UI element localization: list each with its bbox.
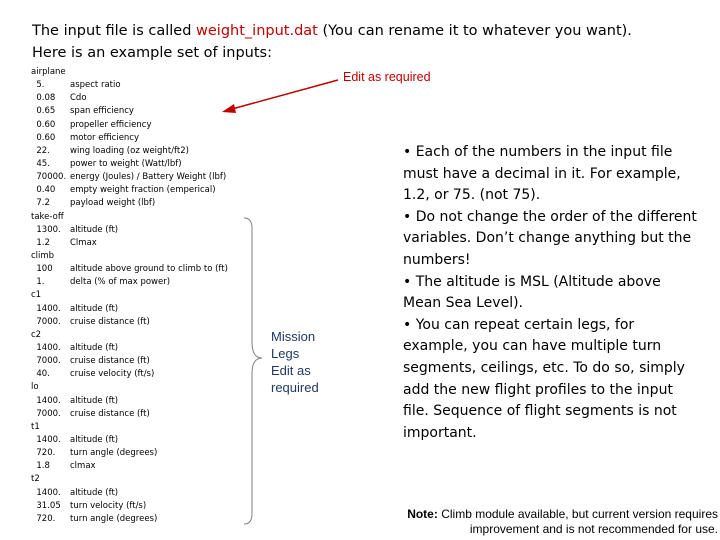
input-value: climb — [31, 250, 55, 261]
input-value: 7.2 — [31, 198, 50, 209]
instruction-item: • You can repeat certain legs, for example, you can have multiple turn segments, ceilings, etc. To do so, simply add the new flight profiles to the input file. Sequence of flight segments is not important. — [403, 316, 685, 441]
input-value: 40. — [31, 369, 50, 380]
arrow-icon — [222, 80, 338, 113]
input-description: cruise velocity (ft/s) — [70, 369, 155, 380]
input-description: delta (% of max power) — [70, 277, 171, 288]
input-description: cruise distance (ft) — [70, 316, 150, 327]
input-description: span efficiency — [70, 106, 134, 117]
input-value: 22. — [31, 145, 50, 156]
input-value: t2 — [31, 474, 40, 485]
input-value: 7000. — [31, 356, 61, 367]
instruction-item: • Do not change the order of the different variables. Don’t change anything but the numbers! — [403, 208, 697, 268]
input-value: c1 — [31, 290, 42, 301]
input-value: 100 — [31, 264, 53, 275]
note-text: Climb module available, but current version requires improvement and is not recommended for use. — [437, 507, 718, 536]
input-value: 1400. — [31, 303, 61, 314]
input-description: altitude (ft) — [70, 395, 119, 406]
input-value: 0.60 — [31, 119, 56, 130]
input-value: 1400. — [31, 342, 61, 353]
input-value: 1.2 — [31, 237, 50, 248]
input-description: turn angle (degrees) — [70, 448, 158, 459]
input-value: c2 — [31, 329, 42, 340]
input-description: altitude (ft) — [70, 224, 119, 235]
note — [372, 507, 718, 537]
input-value: 1.8 — [31, 461, 50, 472]
instructions-list — [403, 142, 703, 444]
input-value: 1400. — [31, 487, 61, 498]
input-description: turn velocity (ft/s) — [70, 500, 147, 511]
mission-label-line: Mission — [271, 329, 316, 344]
input-value: lo — [31, 382, 39, 393]
input-description: motor efficiency — [70, 132, 140, 143]
input-description: altitude above ground to climb to (ft) — [70, 264, 228, 275]
input-description: payload weight (lbf) — [70, 198, 156, 209]
input-value: 0.65 — [31, 106, 56, 117]
input-value: 720. — [31, 448, 56, 459]
instruction-item: • Each of the numbers in the input file must have a decimal in it. For example, 1.2, or 75. (not 75). — [403, 144, 681, 204]
mission-label-line: required — [271, 380, 319, 395]
input-value: 0.40 — [31, 185, 56, 196]
input-description: energy (Joules) / Battery Weight (lbf) — [70, 172, 227, 183]
header-prefix: The input file is called — [32, 23, 197, 39]
filename: weight_input.dat — [196, 23, 318, 39]
input-value: 7000. — [31, 408, 61, 419]
input-value: 5. — [31, 80, 45, 91]
input-description: altitude (ft) — [70, 342, 119, 353]
right-brace-icon — [244, 218, 262, 524]
input-value: 1300. — [31, 224, 61, 235]
input-description: propeller efficiency — [70, 119, 152, 130]
input-description: aspect ratio — [70, 80, 121, 91]
input-description: Cdo — [70, 93, 87, 104]
note-label: Note: — [407, 507, 438, 521]
input-value: 1400. — [31, 434, 61, 445]
input-value: 0.08 — [31, 93, 56, 104]
input-description: cruise distance (ft) — [70, 356, 150, 367]
input-description: power to weight (Watt/lbf) — [70, 158, 182, 169]
input-description: empty weight fraction (emperical) — [70, 185, 216, 196]
input-value: 1400. — [31, 395, 61, 406]
input-description: clmax — [70, 461, 96, 472]
input-value: 0.60 — [31, 132, 56, 143]
edit-as-required-label: Edit as required — [343, 70, 431, 84]
instruction-item: • The altitude is MSL (Altitude above Mean Sea Level). — [403, 273, 661, 312]
header-line-2: Here is an example set of inputs: — [32, 45, 272, 61]
input-value: 7000. — [31, 316, 61, 327]
mission-label-line: Legs — [271, 346, 300, 361]
input-description: altitude (ft) — [70, 434, 119, 445]
input-description: wing loading (oz weight/ft2) — [70, 145, 189, 156]
input-value: 70000. — [31, 172, 67, 183]
mission-label-line: Edit as — [271, 363, 311, 378]
input-description: cruise distance (ft) — [70, 408, 150, 419]
input-value: take-off — [31, 211, 64, 222]
input-value: 1. — [31, 277, 45, 288]
input-description: altitude (ft) — [70, 487, 119, 498]
input-value: 720. — [31, 513, 56, 524]
input-value: airplane — [31, 67, 66, 77]
input-value: t1 — [31, 421, 40, 432]
input-value: 31.05 — [31, 500, 61, 511]
header-suffix: (You can rename it to whatever you want). — [317, 23, 632, 39]
input-value: 45. — [31, 158, 50, 169]
input-description: altitude (ft) — [70, 303, 119, 314]
input-description: turn angle (degrees) — [70, 513, 158, 524]
input-description: Clmax — [70, 237, 97, 248]
